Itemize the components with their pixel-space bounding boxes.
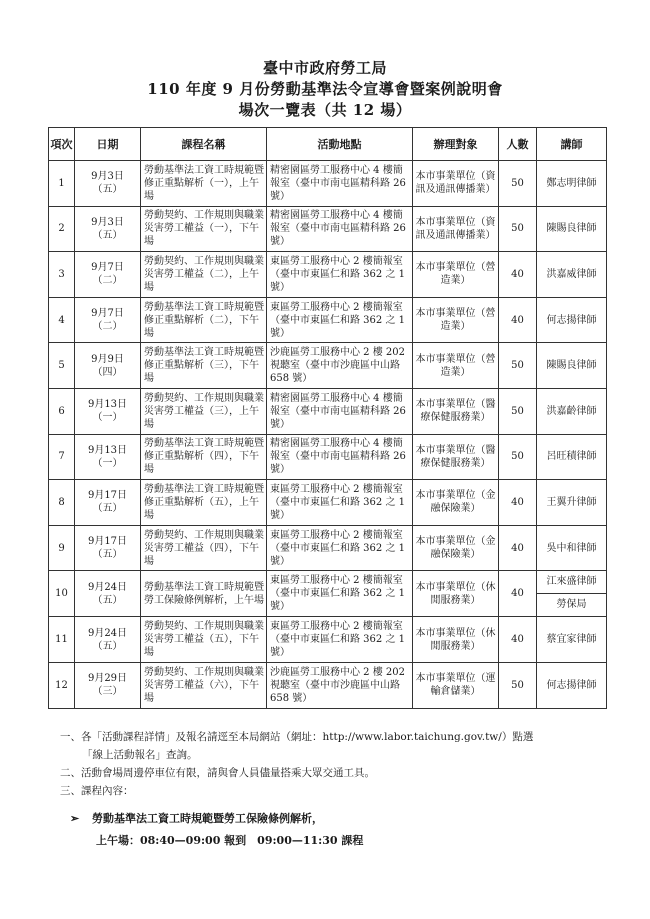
weekday-text: （一） [92, 412, 123, 424]
header-target: 辦理對象 [413, 128, 499, 161]
cell-venue: 沙鹿區勞工服務中心 2 樓 202 視聽室（臺中市沙鹿區中山路 658 號） [267, 343, 413, 389]
date-text: 9月3日 [91, 216, 124, 228]
cell-date [75, 161, 141, 207]
date-text: 9月24日 [87, 581, 128, 593]
cell-venue: 東區勞工服務中心 2 樓簡報室（臺中市東區仁和路 362 之 1 號） [267, 480, 413, 526]
table-row [49, 662, 607, 708]
weekday-text: （五） [92, 549, 123, 561]
cell-venue: 精密園區勞工服務中心 4 樓簡報室（臺中市南屯區精科路 26 號） [267, 388, 413, 434]
notes-section [60, 728, 630, 800]
header-date: 日期 [75, 128, 141, 161]
cell-venue: 東區勞工服務中心 2 樓簡報室（臺中市東區仁和路 362 之 1 號） [267, 252, 413, 298]
cell-venue: 精密園區勞工服務中心 4 樓簡報室（臺中市南屯區精科路 26 號） [267, 161, 413, 207]
cell-target: 本市事業單位（休閒服務業） [413, 571, 499, 617]
cell-date [75, 388, 141, 434]
cell-lecturer: 何志揚律師 [537, 297, 607, 343]
cell-date [75, 343, 141, 389]
cell-date [75, 434, 141, 480]
cell-date [75, 617, 141, 663]
table-row [49, 161, 607, 207]
table-row [49, 434, 607, 480]
cell-no: 1 [49, 161, 75, 207]
cell-count: 40 [499, 252, 537, 298]
cell-lecturer: 洪嘉威律師 [537, 252, 607, 298]
cell-count: 50 [499, 206, 537, 252]
table-row [49, 525, 607, 571]
date-text: 9月9日 [91, 353, 124, 365]
table-row [49, 297, 607, 343]
course-content [70, 808, 630, 852]
title-schedule: 場次一覽表（共 12 場） [238, 101, 412, 119]
cell-lecturer: 何志揚律師 [537, 662, 607, 708]
title-agency: 臺中市政府勞工局 [262, 59, 387, 77]
header-no: 項次 [49, 128, 75, 161]
cell-count: 40 [499, 617, 537, 663]
cell-date [75, 662, 141, 708]
weekday-text: （五） [92, 184, 123, 196]
lecturer-primary: 江來盛律師 [537, 571, 606, 594]
cell-lecturer: 陳賜良律師 [537, 343, 607, 389]
table-row [49, 343, 607, 389]
course-schedule: 上午場：08:40—09:00 報到 09:00—11:30 課程 [96, 834, 364, 847]
cell-lecturer [537, 571, 607, 617]
cell-count: 50 [499, 388, 537, 434]
cell-venue: 東區勞工服務中心 2 樓簡報室（臺中市東區仁和路 362 之 1 號） [267, 617, 413, 663]
weekday-text: （四） [92, 366, 123, 378]
cell-date [75, 206, 141, 252]
date-text: 9月29日 [87, 673, 128, 685]
course-title: 勞動基準法工資工時規範暨勞工保險條例解析， [92, 812, 323, 825]
cell-course: 勞動契約、工作規則與職業災害勞工權益（五），下午場 [141, 617, 267, 663]
note-1: 一、各「活動課程詳情」及報名請逕至本局網站（網址：http://www.labor.taichung.gov.tw/）點選 [60, 731, 534, 743]
cell-count: 50 [499, 662, 537, 708]
cell-count: 50 [499, 434, 537, 480]
table-row [49, 617, 607, 663]
date-text: 9月7日 [91, 308, 124, 320]
cell-no: 8 [49, 480, 75, 526]
cell-lecturer: 鄭志明律師 [537, 161, 607, 207]
lecturer-secondary: 勞保局 [556, 599, 587, 611]
cell-date [75, 525, 141, 571]
cell-venue: 精密園區勞工服務中心 4 樓簡報室（臺中市南屯區精科路 26 號） [267, 206, 413, 252]
header-course: 課程名稱 [141, 128, 267, 161]
cell-no: 2 [49, 206, 75, 252]
weekday-text: （三） [92, 686, 123, 698]
title-event: 110 年度 9 月份勞動基準法令宣導會暨案例說明會 [147, 80, 503, 98]
cell-count: 40 [499, 571, 537, 617]
cell-course: 勞動基準法工資工時規範暨修正重點解析（一），上午場 [141, 161, 267, 207]
table-row [49, 252, 607, 298]
note-2: 二、活動會場周邊停車位有限，請與會人員儘量搭乘大眾交通工具。 [60, 767, 375, 779]
cell-lecturer: 洪嘉齡律師 [537, 388, 607, 434]
cell-course: 勞動基準法工資工時規範暨修正重點解析（三），下午場 [141, 343, 267, 389]
weekday-text: （二） [92, 275, 123, 287]
cell-course: 勞動契約、工作規則與職業災害勞工權益（二），上午場 [141, 252, 267, 298]
weekday-text: （一） [92, 457, 123, 469]
cell-course: 勞動基準法工資工時規範暨修正重點解析（二），下午場 [141, 297, 267, 343]
weekday-text: （五） [92, 594, 123, 606]
date-text: 9月13日 [87, 399, 128, 411]
table-header-row [49, 128, 607, 161]
cell-venue: 東區勞工服務中心 2 樓簡報室（臺中市東區仁和路 362 之 1 號） [267, 297, 413, 343]
weekday-text: （五） [92, 640, 123, 652]
schedule-table [48, 127, 607, 709]
cell-target: 本市事業單位（醫療保健服務業） [413, 388, 499, 434]
arrow-bullet-icon: ➢ [70, 812, 80, 825]
table-row [49, 388, 607, 434]
cell-target: 本市事業單位（金融保險業） [413, 480, 499, 526]
cell-target: 本市事業單位（營造業） [413, 343, 499, 389]
cell-no: 11 [49, 617, 75, 663]
cell-target: 本市事業單位（醫療保健服務業） [413, 434, 499, 480]
document-header [0, 58, 650, 121]
cell-course: 勞動基準法工資工時規範暨勞工保險條例解析，上午場 [141, 571, 267, 617]
date-text: 9月7日 [91, 262, 124, 274]
date-text: 9月24日 [87, 627, 128, 639]
cell-target: 本市事業單位（資訊及通訊傳播業） [413, 161, 499, 207]
cell-lecturer: 呂旺積律師 [537, 434, 607, 480]
date-text: 9月17日 [87, 536, 128, 548]
cell-count: 50 [499, 161, 537, 207]
weekday-text: （二） [92, 321, 123, 333]
cell-count: 50 [499, 343, 537, 389]
cell-target: 本市事業單位（運輸倉儲業） [413, 662, 499, 708]
cell-lecturer: 陳賜良律師 [537, 206, 607, 252]
date-text: 9月3日 [91, 171, 124, 183]
cell-course: 勞動契約、工作規則與職業災害勞工權益（四），下午場 [141, 525, 267, 571]
cell-no: 7 [49, 434, 75, 480]
cell-count: 40 [499, 297, 537, 343]
cell-lecturer: 王翼升律師 [537, 480, 607, 526]
cell-target: 本市事業單位（營造業） [413, 297, 499, 343]
header-lecturer: 講師 [537, 128, 607, 161]
cell-course: 勞動基準法工資工時規範暨修正重點解析（五），上午場 [141, 480, 267, 526]
cell-course: 勞動契約、工作規則與職業災害勞工權益（六），下午場 [141, 662, 267, 708]
cell-date [75, 480, 141, 526]
cell-date [75, 252, 141, 298]
cell-no: 4 [49, 297, 75, 343]
cell-count: 40 [499, 480, 537, 526]
cell-count: 40 [499, 525, 537, 571]
weekday-text: （五） [92, 503, 123, 515]
cell-no: 3 [49, 252, 75, 298]
cell-target: 本市事業單位（金融保險業） [413, 525, 499, 571]
date-text: 9月17日 [87, 490, 128, 502]
note-3: 三、課程內容： [60, 785, 134, 797]
cell-no: 10 [49, 571, 75, 617]
cell-venue: 東區勞工服務中心 2 樓簡報室（臺中市東區仁和路 362 之 1 號） [267, 525, 413, 571]
table-row [49, 480, 607, 526]
cell-lecturer: 蔡宜家律師 [537, 617, 607, 663]
weekday-text: （五） [92, 229, 123, 241]
cell-target: 本市事業單位（營造業） [413, 252, 499, 298]
cell-venue: 東區勞工服務中心 2 樓簡報室（臺中市東區仁和路 362 之 1 號） [267, 571, 413, 617]
date-text: 9月13日 [87, 444, 128, 456]
cell-date [75, 297, 141, 343]
table-row [49, 206, 607, 252]
cell-course: 勞動契約、工作規則與職業災害勞工權益（一），下午場 [141, 206, 267, 252]
cell-date [75, 571, 141, 617]
cell-course: 勞動契約、工作規則與職業災害勞工權益（三），上午場 [141, 388, 267, 434]
cell-no: 9 [49, 525, 75, 571]
note-1-continued: 「線上活動報名」查詢。 [82, 749, 198, 761]
course-title-line [70, 808, 630, 830]
header-count: 人數 [499, 128, 537, 161]
cell-course: 勞動基準法工資工時規範暨修正重點解析（四），下午場 [141, 434, 267, 480]
cell-no: 5 [49, 343, 75, 389]
cell-no: 12 [49, 662, 75, 708]
cell-target: 本市事業單位（休閒服務業） [413, 617, 499, 663]
header-venue: 活動地點 [267, 128, 413, 161]
table-row [49, 571, 607, 617]
cell-venue: 沙鹿區勞工服務中心 2 樓 202 視聽室（臺中市沙鹿區中山路 658 號） [267, 662, 413, 708]
cell-venue: 精密園區勞工服務中心 4 樓簡報室（臺中市南屯區精科路 26 號） [267, 434, 413, 480]
cell-no: 6 [49, 388, 75, 434]
cell-lecturer: 吳中和律師 [537, 525, 607, 571]
cell-target: 本市事業單位（資訊及通訊傳播業） [413, 206, 499, 252]
